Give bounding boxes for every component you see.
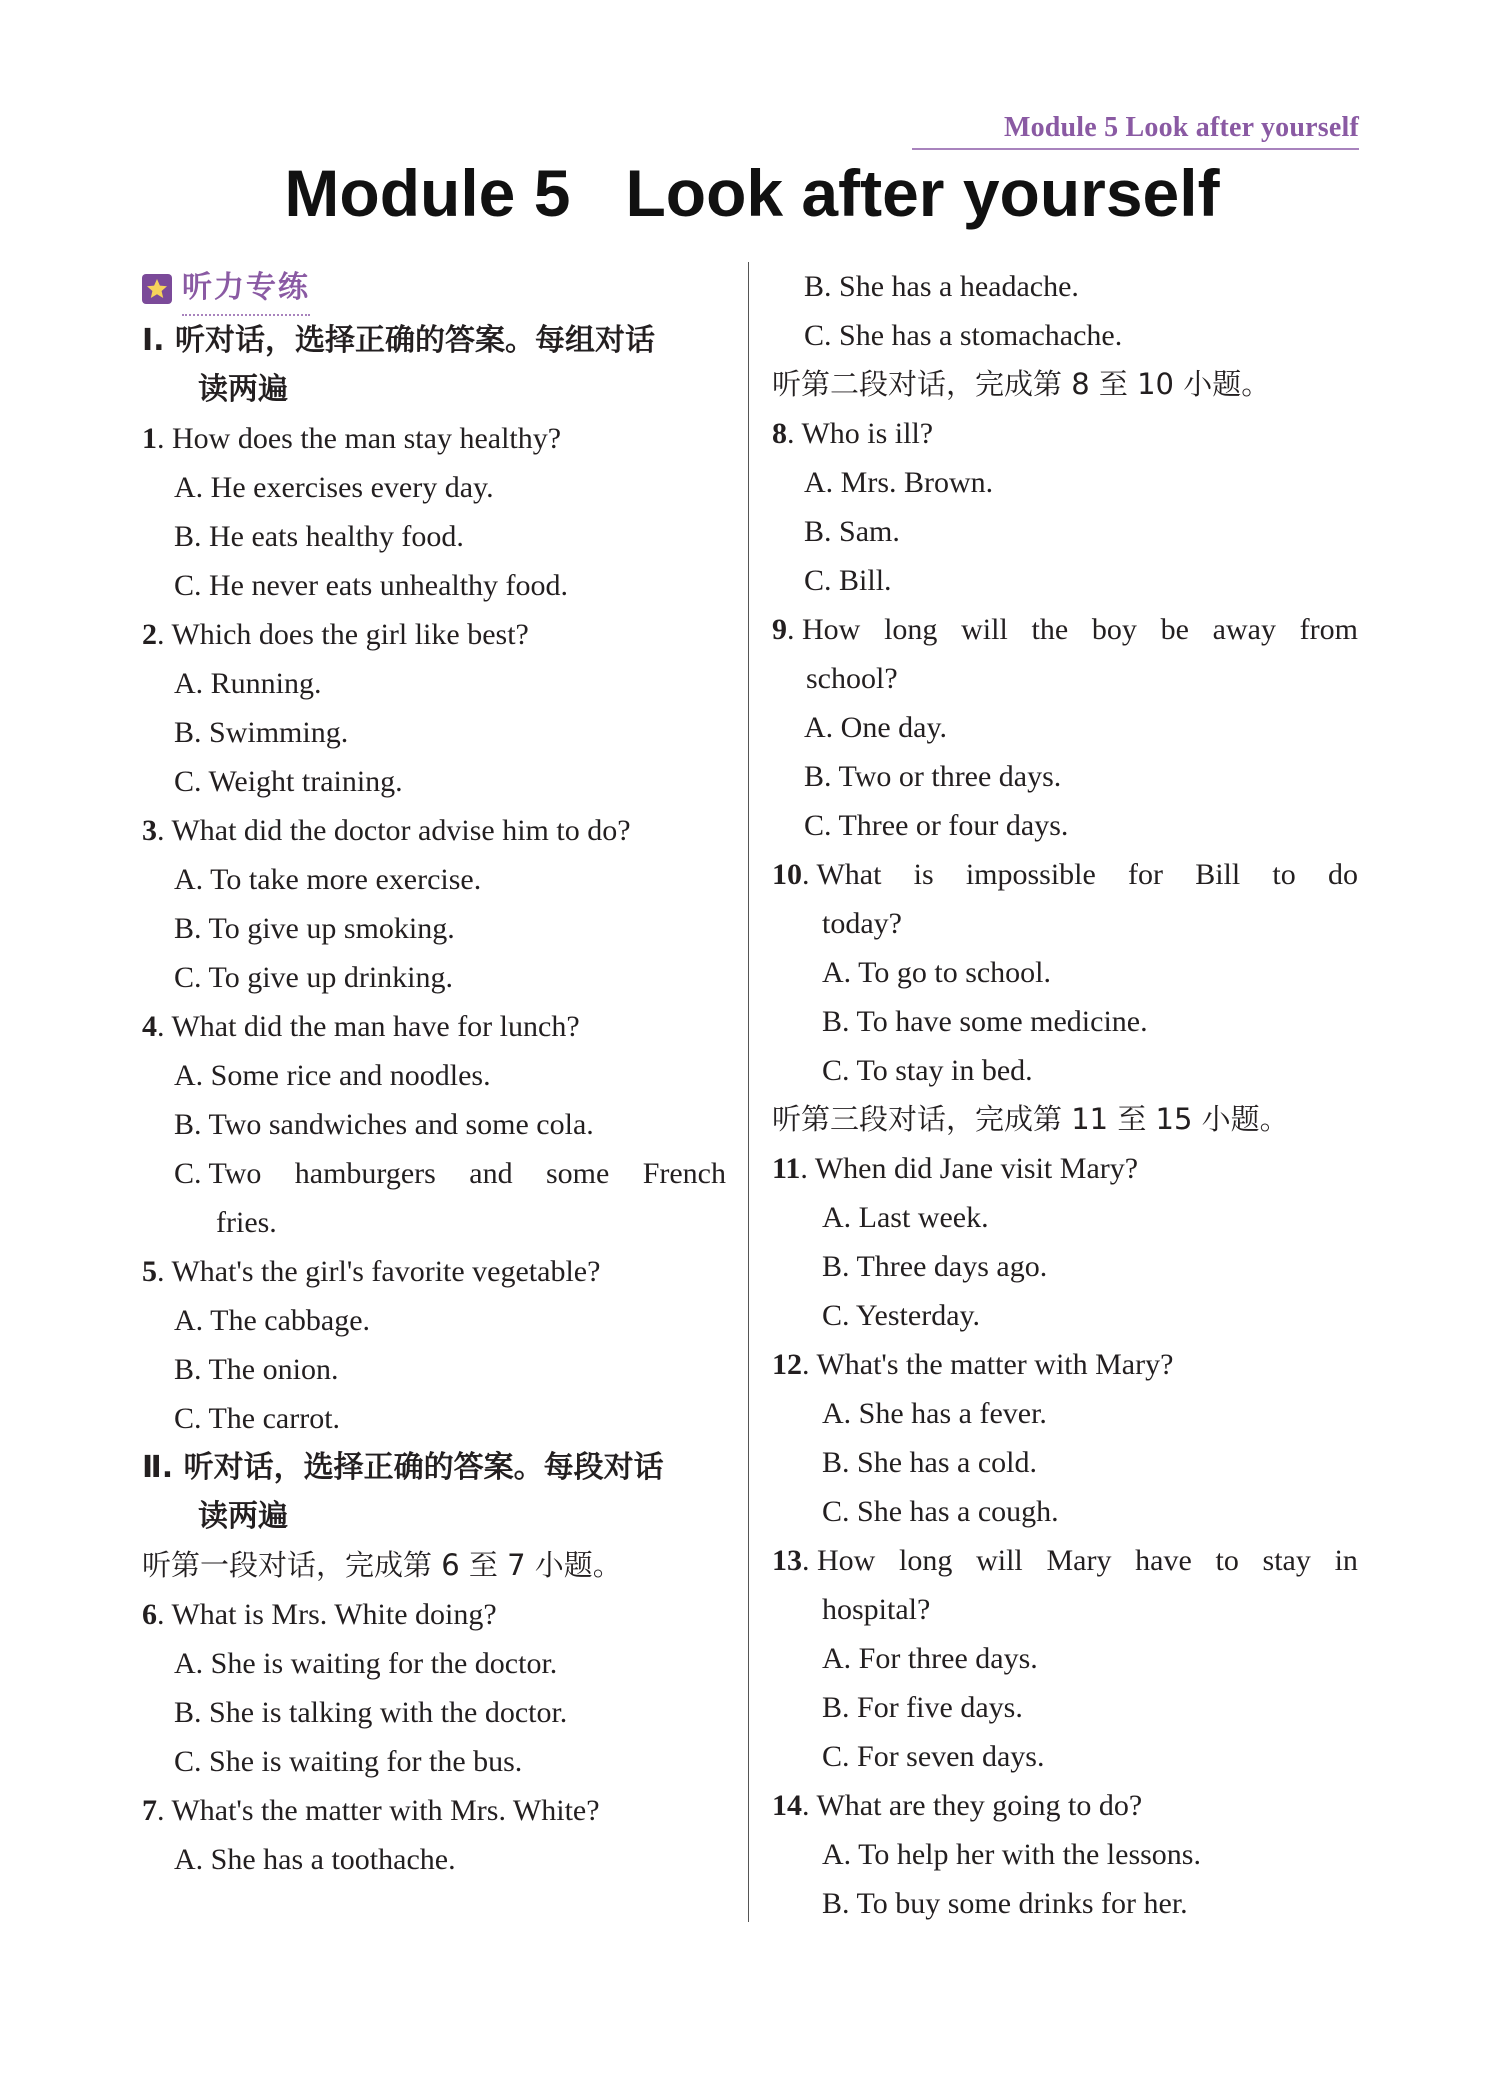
option-1c: C. He never eats unhealthy food.	[174, 569, 569, 602]
section-2-heading-cont: 读两遍	[198, 1499, 288, 1534]
option-1b: B. He eats healthy food.	[174, 520, 464, 553]
question-12: 12. What's the matter with Mary?	[772, 1348, 1174, 1381]
section-1-heading-cont: 读两遍	[198, 372, 288, 407]
option-1a: A. He exercises every day.	[174, 471, 494, 504]
question-13-cont: hospital?	[822, 1593, 931, 1626]
option-5b: B. The onion.	[174, 1353, 339, 1386]
option-9b: B. Two or three days.	[804, 760, 1062, 793]
option-6b: B. She is talking with the doctor.	[174, 1696, 568, 1729]
option-13b: B. For five days.	[822, 1691, 1023, 1724]
option-14b: B. To buy some drinks for her.	[822, 1887, 1188, 1920]
question-14: 14. What are they going to do?	[772, 1789, 1143, 1822]
question-8: 8. Who is ill?	[772, 417, 934, 450]
option-12c: C. She has a cough.	[822, 1495, 1059, 1528]
option-11b: B. Three days ago.	[822, 1250, 1048, 1283]
option-10b: B. To have some medicine.	[822, 1005, 1148, 1038]
option-8c: C. Bill.	[804, 564, 892, 597]
option-3c: C. To give up drinking.	[174, 961, 454, 994]
question-5: 5. What's the girl's favorite vegetable?	[142, 1255, 601, 1288]
passage-1-instruction: 听第一段对话，完成第 6 至 7 小题。	[142, 1548, 622, 1582]
question-4: 4. What did the man have for lunch?	[142, 1010, 580, 1043]
right-column	[772, 262, 1358, 1928]
section-2-heading: Ⅱ. 听对话，选择正确的答案。每段对话	[142, 1450, 664, 1485]
question-9-cont: school?	[806, 662, 898, 695]
question-3: 3. What did the doctor advise him to do?	[142, 814, 631, 847]
option-13a: A. For three days.	[822, 1642, 1038, 1675]
section-badge	[142, 262, 726, 316]
question-10: 10. What is impossible for Bill to do	[772, 858, 1358, 891]
option-3b: B. To give up smoking.	[174, 912, 455, 945]
option-2c: C. Weight training.	[174, 765, 403, 798]
option-9a: A. One day.	[804, 711, 948, 744]
left-column	[142, 262, 726, 1884]
option-8b: B. Sam.	[804, 515, 900, 548]
option-7c: C. She has a stomachache.	[804, 319, 1123, 352]
option-9c: C. Three or four days.	[804, 809, 1069, 842]
option-4b: B. Two sandwiches and some cola.	[174, 1108, 594, 1141]
option-2b: B. Swimming.	[174, 716, 349, 749]
question-2: 2. Which does the girl like best?	[142, 618, 529, 651]
question-10-cont: today?	[822, 907, 902, 940]
option-5a: A. The cabbage.	[174, 1304, 371, 1337]
question-1: 1. How does the man stay healthy?	[142, 422, 562, 455]
option-10c: C. To stay in bed.	[822, 1054, 1033, 1087]
option-13c: C. For seven days.	[822, 1740, 1045, 1773]
option-7b: B. She has a headache.	[804, 270, 1079, 303]
section-1-heading: Ⅰ. 听对话，选择正确的答案。每组对话	[142, 323, 656, 358]
passage-3-instruction: 听第三段对话，完成第 11 至 15 小题。	[772, 1102, 1289, 1136]
star-icon	[142, 274, 172, 304]
question-13: 13. How long will Mary have to stay in	[772, 1544, 1358, 1577]
option-4a: A. Some rice and noodles.	[174, 1059, 491, 1092]
running-header: Module 5 Look after yourself	[912, 112, 1359, 150]
option-4c: C. Two hamburgers and some French	[174, 1157, 726, 1190]
option-2a: A. Running.	[174, 667, 322, 700]
option-14a: A. To help her with the lessons.	[822, 1838, 1201, 1871]
question-6: 6. What is Mrs. White doing?	[142, 1598, 497, 1631]
question-7: 7. What's the matter with Mrs. White?	[142, 1794, 600, 1827]
badge-label: 听力专练	[182, 263, 310, 316]
option-11a: A. Last week.	[822, 1201, 989, 1234]
option-4c-cont: fries.	[216, 1206, 277, 1239]
passage-2-instruction: 听第二段对话，完成第 8 至 10 小题。	[772, 367, 1271, 401]
option-7a: A. She has a toothache.	[174, 1843, 456, 1876]
option-11c: C. Yesterday.	[822, 1299, 981, 1332]
option-12a: A. She has a fever.	[822, 1397, 1047, 1430]
question-11: 11. When did Jane visit Mary?	[772, 1152, 1139, 1185]
option-10a: A. To go to school.	[822, 956, 1052, 989]
option-8a: A. Mrs. Brown.	[804, 466, 994, 499]
page-title: Module 5 Look after yourself	[284, 156, 1220, 230]
column-divider	[748, 262, 749, 1922]
option-5c: C. The carrot.	[174, 1402, 341, 1435]
question-9: 9. How long will the boy be away from	[772, 613, 1358, 646]
option-6c: C. She is waiting for the bus.	[174, 1745, 523, 1778]
option-6a: A. She is waiting for the doctor.	[174, 1647, 558, 1680]
option-3a: A. To take more exercise.	[174, 863, 482, 896]
option-12b: B. She has a cold.	[822, 1446, 1037, 1479]
